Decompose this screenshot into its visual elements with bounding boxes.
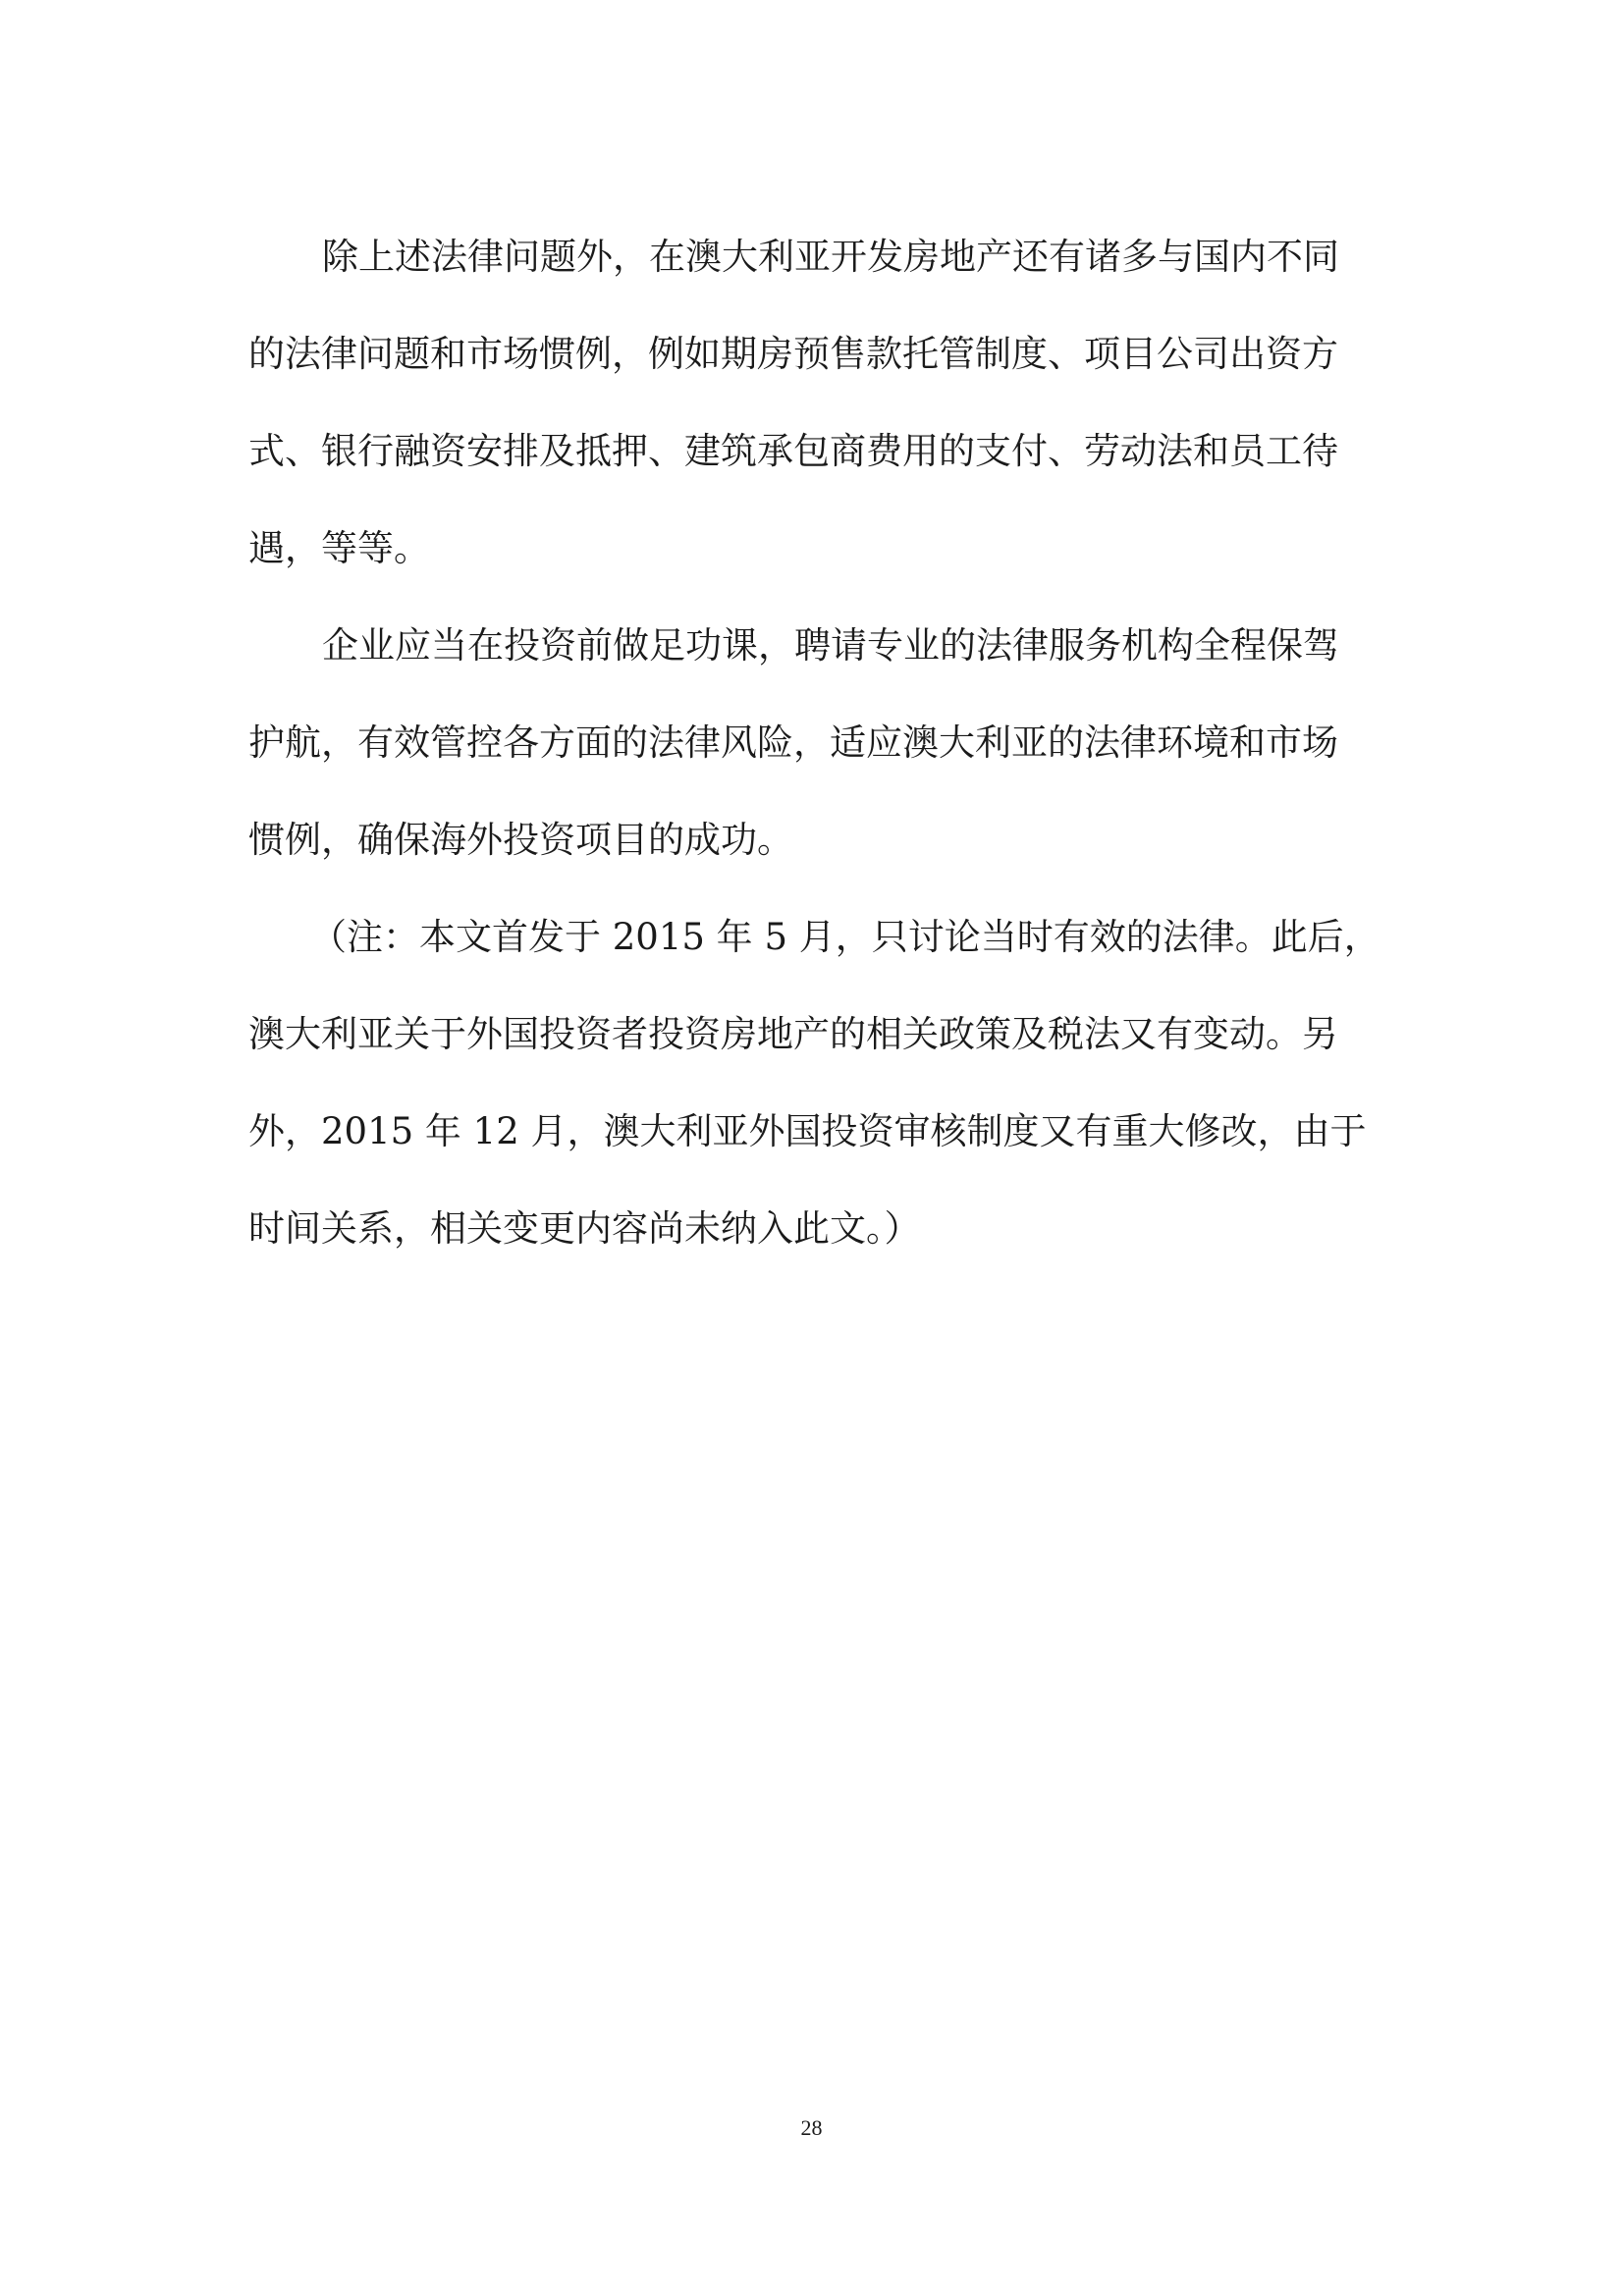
text-line: （注：本文首发于 2015 年 5 月，只讨论当时有效的法律。此后， xyxy=(310,916,1380,958)
page-number: 28 xyxy=(800,2115,823,2140)
text-line: 护航，有效管控各方面的法律风险，适应澳大利亚的法律环境和市场 xyxy=(248,721,1338,764)
text-line: 时间关系，相关变更内容尚未纳入此文。） xyxy=(248,1207,921,1250)
body-text xyxy=(248,208,1385,1277)
text-line: 除上述法律问题外，在澳大利亚开发房地产还有诸多与国内不同 xyxy=(322,236,1339,278)
text-line: 澳大利亚关于外国投资者投资房地产的相关政策及税法又有变动。另 xyxy=(248,1013,1338,1055)
paragraph-advice xyxy=(248,597,1385,888)
text-line: 惯例，确保海外投资项目的成功。 xyxy=(248,819,793,861)
paragraph-other-legal-issues xyxy=(248,208,1385,597)
text-line: 式、银行融资安排及抵押、建筑承包商费用的支付、劳动法和员工待 xyxy=(248,430,1338,472)
text-line: 外，2015 年 12 月，澳大利亚外国投资审核制度又有重大修改，由于 xyxy=(248,1110,1367,1152)
paragraph-note xyxy=(248,888,1385,1277)
text-line: 遇，等等。 xyxy=(248,527,430,569)
text-line: 的法律问题和市场惯例，例如期房预售款托管制度、项目公司出资方 xyxy=(248,333,1338,375)
text-line: 企业应当在投资前做足功课，聘请专业的法律服务机构全程保驾 xyxy=(322,624,1339,667)
